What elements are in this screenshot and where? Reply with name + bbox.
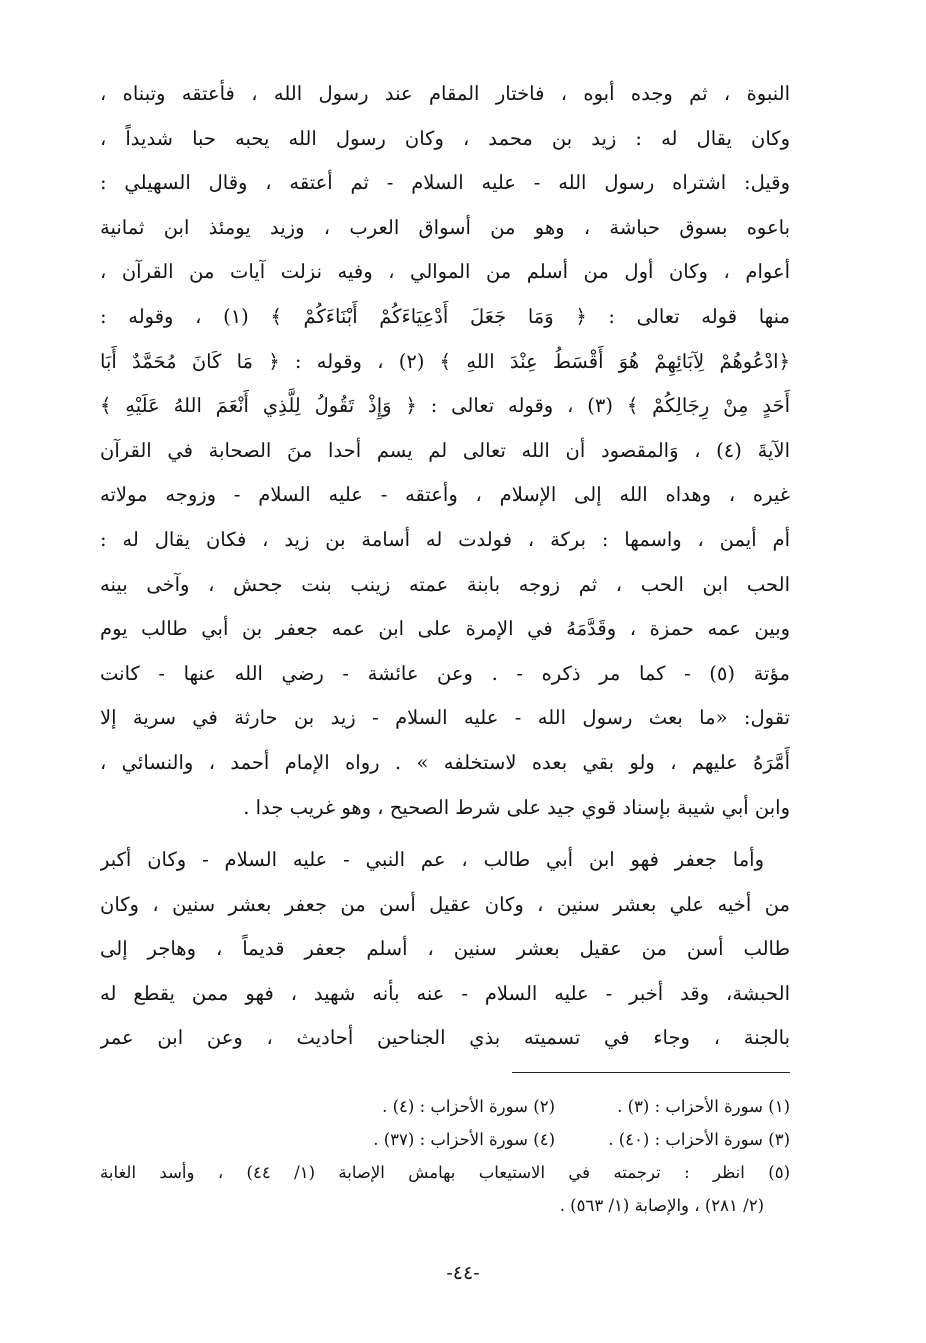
text-line: الحب ابن الحب ، ثم زوجه بابنة عمته زينب بنت جحش ، وآخى بينه [100,572,790,596]
text-line: من أخيه علي بعشر سنين ، وكان عقيل أسن من جعفر بعشر سنين ، وكان [100,892,790,916]
text-line: غيره ، وهداه الله إلى الإسلام ، وأعتقه - عليه السلام - وزوجه مولاته [100,483,790,507]
text-line: الآيةَ (٤) ، وَالمقصود أن الله تعالى لم يسم أحدا منَ الصحابة في القرآن [100,438,790,462]
footnote-4: (٤) سورة الأحزاب : (٣٧) . [373,1130,555,1149]
text-line: باعوه بسوق حباشة ، وهو من أسواق العرب ، وزيد يومئذ ابن ثمانية [100,215,790,239]
footnote-1: (١) سورة الأحزاب : (٣) . [617,1097,790,1116]
page-number: -٤٤- [446,1262,480,1284]
main-text [100,72,790,1061]
paragraph-1 [100,72,790,830]
text-line: أم أيمن ، واسمها : بركة ، فولدت له أسامة بن زيد ، فكان يقال له : [100,527,790,551]
text-line: وابن أبي شيبة بإسناد قوي جيد على شرط الصحيح ، وهو غريب جدا . [243,795,790,819]
footnote-separator [512,1072,790,1073]
text-line: أَحَدٍ مِنْ رِجَالِكُمْ ﴾ (٣) ، وقوله تعالى : ﴿ وَإِذْ تَقُولُ لِلَّذِي أَنْعَمَ اللهُ عَلَيْهِ ﴾ [100,394,790,418]
footnotes [100,1090,790,1222]
footnote-row [100,1123,790,1156]
footnote-2: (٢) سورة الأحزاب : (٤) . [382,1097,555,1116]
text-line: ﴿ادْعُوهُمْ لِآبَائِهِمْ هُوَ أَقْسَطُ عِنْدَ اللهِ ﴾ (٢) ، وقوله : ﴿ مَا كَانَ مُحَمَّدٌ أَبَا [100,349,790,373]
paragraph-2 [100,838,790,1061]
text-line: وكان يقال له : زيد بن محمد ، وكان رسول الله يحبه حبا شديداً ، [100,126,790,150]
footnote-5-line-2: (٢/ ٢٨١) ، والإصابة (١/ ٥٦٣) . [559,1196,764,1215]
paragraph-gap [100,830,790,838]
footnote-3: (٣) سورة الأحزاب : (٤٠) . [608,1130,790,1149]
text-line: بالجنة ، وجاء في تسميته بذي الجناحين أحاديث ، وعن ابن عمر [100,1026,790,1050]
text-line: منها قوله تعالى : ﴿ وَمَا جَعَلَ أَدْعِيَاءَكُمْ أَبْنَاءَكُمْ ﴾ (١) ، وقوله : [100,304,790,328]
footnote-5-line-1: (٥) انظر : ترجمته في الاستيعاب بهامش الإصابة (١/ ٤٤) ، وأسد الغابة [100,1163,790,1182]
text-line: وأما جعفر فهو ابن أبي طالب ، عم النبي - عليه السلام - وكان أكبر [100,848,764,872]
text-line: النبوة ، ثم وجده أبوه ، فاختار المقام عند رسول الله ، فأعتقه وتبناه ، [100,82,790,105]
text-line: طالب أسن من عقيل بعشر سنين ، أسلم جعفر قديماً ، وهاجر إلى [100,937,790,961]
footnote-row [100,1090,790,1123]
text-line: مؤتة (٥) - كما مر ذكره - . وعن عائشة - رضي الله عنها - كانت [100,661,790,685]
text-line: وبين عمه حمزة ، وقَدَّمَهُ في الإمرة على ابن عمه جعفر بن أبي طالب يوم [100,617,790,641]
text-line: أَمَّرَهُ عليهم ، ولو بقي بعده لاستخلفه » . رواه الإمام أحمد ، والنسائي ، [100,750,790,774]
text-line: الحبشة، وقد أخبر - عليه السلام - عنه بأنه شهيد ، فهو ممن يقطع له [100,981,790,1005]
text-line: تقول: «ما بعث رسول الله - عليه السلام - زيد بن حارثة في سرية إلا [100,706,790,730]
text-line: وقيل: اشتراه رسول الله - عليه السلام - ثم أعتقه ، وقال السهيلي : [100,171,790,195]
text-line: أعوام ، وكان أول من أسلم من الموالي ، وفيه نزلت آيات من القرآن ، [100,260,790,284]
